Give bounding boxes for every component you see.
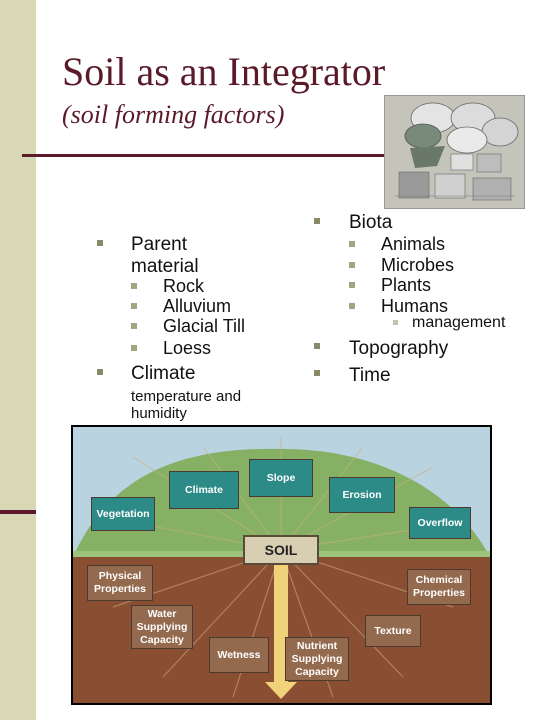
bullet-climate: Climate [131,363,196,384]
sub-bullet-marker [349,262,355,268]
factor-nutrient-line3: Capacity [295,665,339,678]
factor-water-line1: Water [147,607,177,620]
bullet-biota: Biota [349,212,393,233]
sub-bullet-loess: Loess [163,338,212,358]
sub-bullet-marker [131,283,137,289]
factor-water-supplying-capacity [131,605,193,649]
sub-bullet-marker [349,241,355,247]
sub-bullet-microbes: Microbes [381,255,455,275]
factor-physical-properties-line1: Physical [98,570,142,582]
factor-erosion: Erosion [329,477,395,513]
factor-climate: Climate [169,471,239,509]
bullet-topography: Topography [349,338,449,359]
sub-bullet-animals: Animals [381,234,446,254]
sub-bullet-alluvium: Alluvium [163,296,232,316]
factor-physical-properties-line2: Properties [94,583,146,595]
slide-subtitle: (soil forming factors) [62,100,285,129]
factor-nutrient-line2: Supplying [291,652,343,665]
bullet-marker [314,343,320,349]
soil-factors-thumbnail-image [384,95,525,209]
sub-bullet-marker [131,345,137,351]
factor-wetness: Wetness [209,637,269,673]
factor-overflow: Overflow [409,507,471,539]
bullet-time: Time [349,365,391,386]
sub-bullet-plants: Plants [381,275,432,295]
climate-note-line1: temperature and [131,388,242,405]
sub-bullet-humans: Humans [381,296,449,316]
thumbnail-illustration [385,96,524,208]
sub-sub-bullet-management: management [412,314,506,331]
factor-physical-properties [87,565,153,601]
slide-side-bar [0,0,36,720]
climate-note-line2: humidity [131,405,187,422]
factor-water-line2: Supplying [136,620,188,633]
sub-bullet-marker [349,282,355,288]
factor-vegetation: Vegetation [91,497,155,531]
sub-bullet-marker [131,303,137,309]
sub-bullet-marker [131,323,137,329]
sub-bullet-rock: Rock [163,276,205,296]
sub-sub-bullet-marker [393,320,398,325]
bullet-parent-material-line2: material [131,256,199,277]
factor-chemical-properties [407,569,471,605]
bullet-marker [314,218,320,224]
side-bar-accent [0,510,36,514]
title-underline [22,154,390,157]
bullet-parent-material-line1: Parent [131,234,187,255]
bullet-marker [97,240,103,246]
bullet-marker [97,369,103,375]
bullet-marker [314,370,320,376]
factor-water-line3: Capacity [140,633,184,646]
factor-texture: Texture [365,615,421,647]
slide-title: Soil as an Integrator [62,49,386,94]
factor-chemical-properties-line2: Properties [413,587,465,599]
factor-nutrient-supplying-capacity [285,637,349,681]
diagram-soil-center: SOIL [243,535,319,565]
sub-bullet-marker [349,303,355,309]
factor-chemical-properties-line1: Chemical [415,574,463,586]
factor-slope: Slope [249,459,313,497]
factor-nutrient-line1: Nutrient [296,639,338,652]
soil-factors-diagram [71,425,492,705]
sub-bullet-glacial-till: Glacial Till [163,316,246,336]
